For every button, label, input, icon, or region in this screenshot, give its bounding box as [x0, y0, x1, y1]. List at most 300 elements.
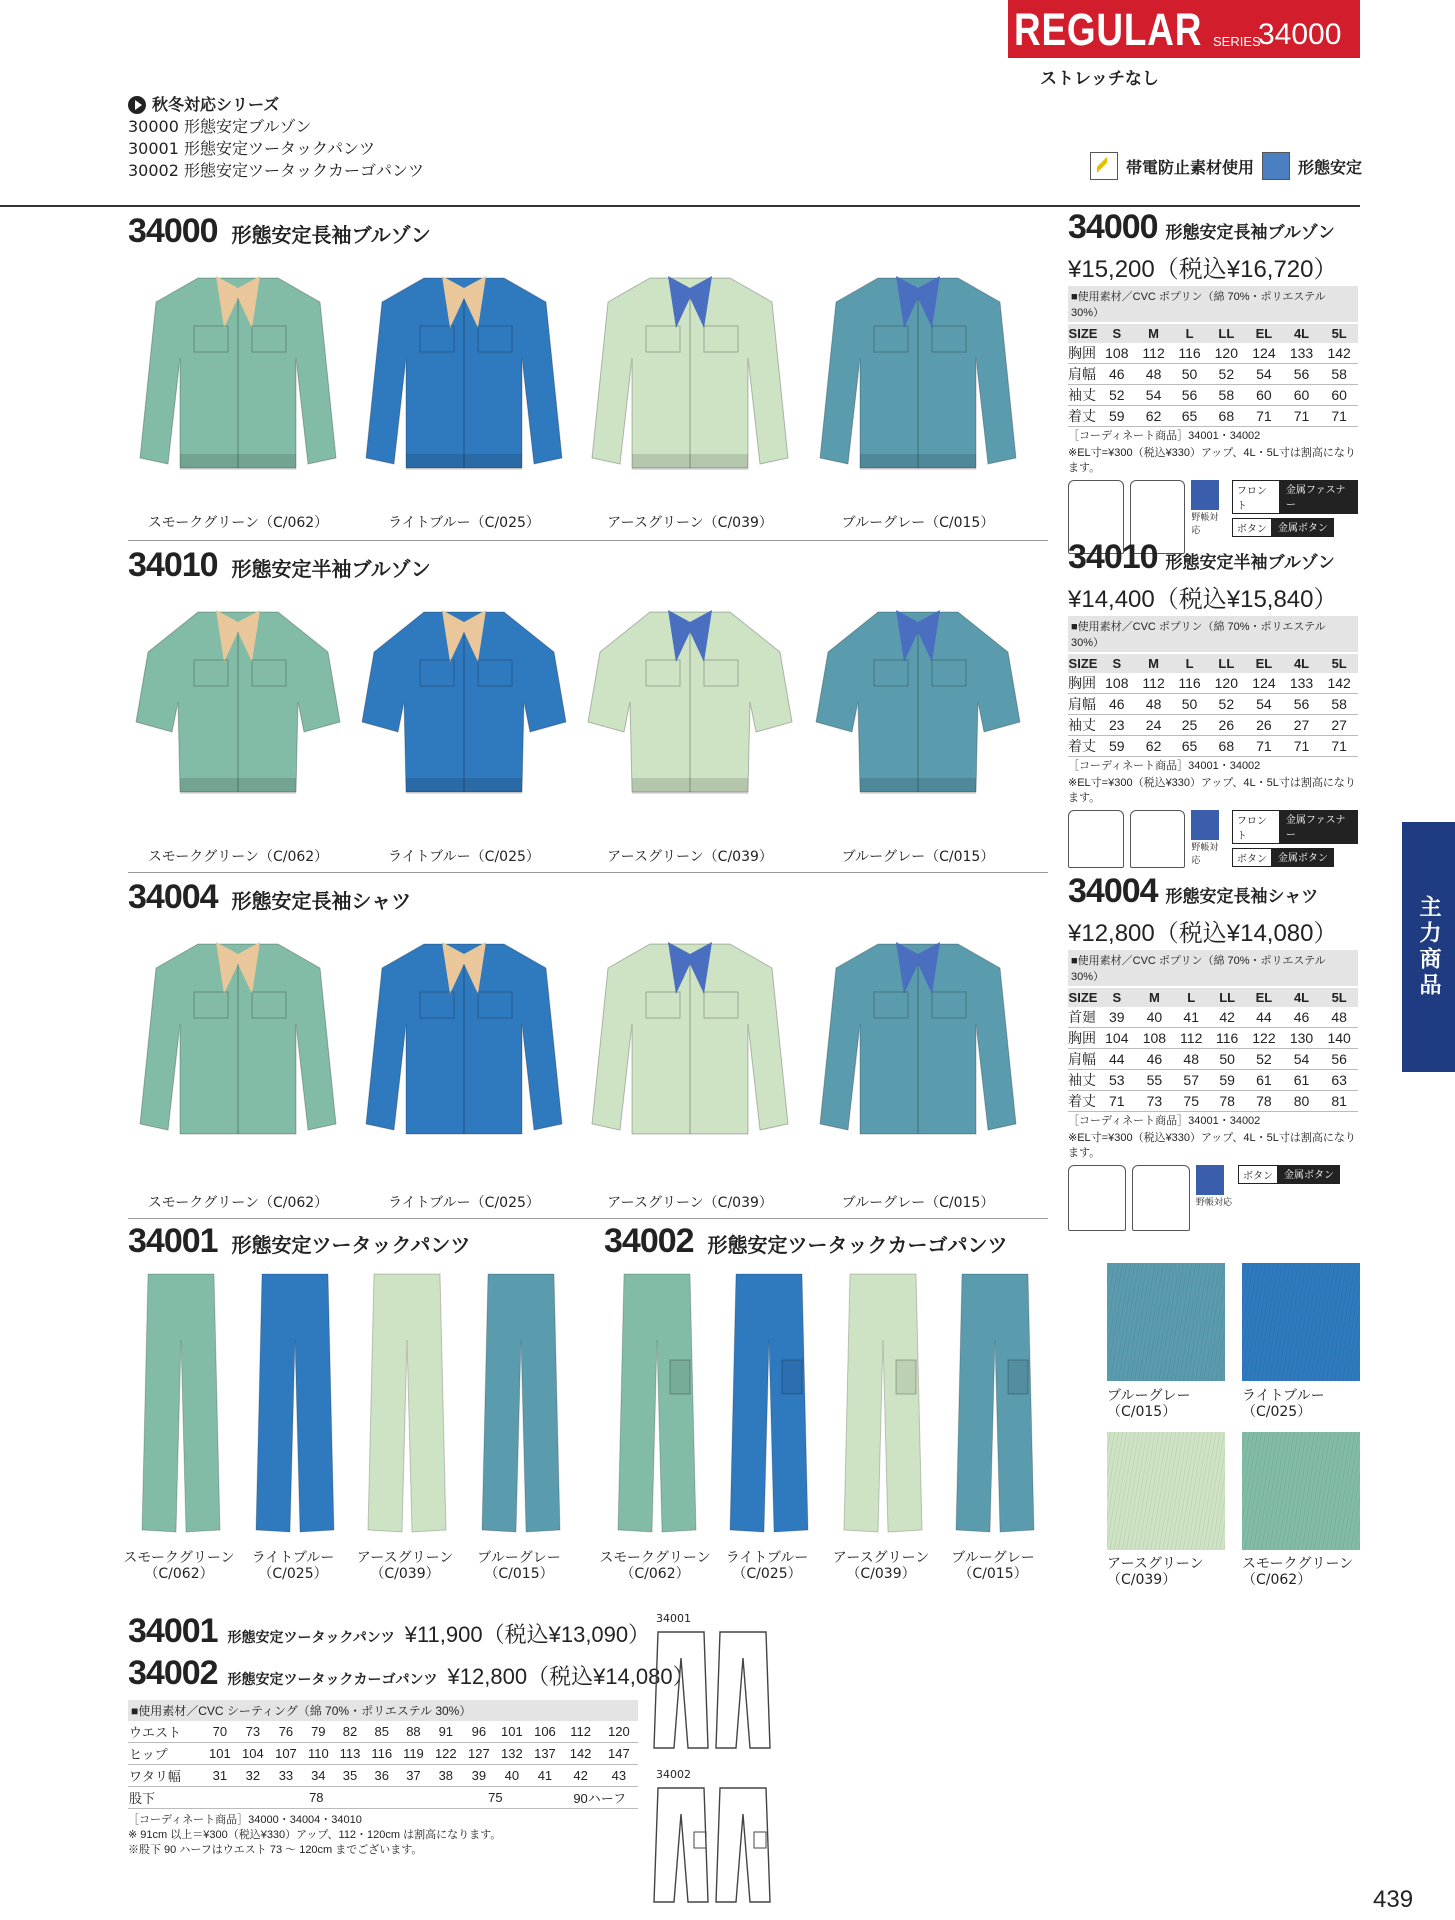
size-cell: 78: [1245, 1091, 1283, 1112]
line-art-label: 34002: [656, 1768, 691, 1781]
size-header: LL: [1209, 988, 1245, 1007]
size-header: M: [1136, 654, 1172, 673]
size-header: EL: [1245, 988, 1283, 1007]
caption-name: ブルーグレー: [951, 1550, 1035, 1566]
size-header: SIZE: [1068, 990, 1098, 1005]
size-cell: 71: [1320, 406, 1358, 427]
size-cell: 133: [1283, 673, 1321, 694]
size-cell: 31: [203, 1765, 236, 1787]
series-item: 30001 形態安定ツータックパンツ: [128, 139, 376, 158]
size-cell: 58: [1320, 364, 1358, 385]
play-icon: [128, 96, 146, 114]
feature-tags: [1238, 1165, 1340, 1184]
size-cell: 112: [561, 1721, 599, 1743]
color-caption: [708, 1550, 826, 1582]
size-cell: 124: [1245, 673, 1283, 694]
size-table: [1068, 324, 1358, 427]
size-row: [1068, 1007, 1358, 1028]
size-row: [128, 1743, 638, 1765]
size-row: [1068, 364, 1358, 385]
color-caption: スモークグリーン（C/062）: [147, 849, 329, 865]
size-cell: 56: [1172, 385, 1208, 406]
size-header: LL: [1208, 654, 1246, 673]
tag-key: ボタン: [1232, 518, 1272, 537]
back-silhouette: [1130, 810, 1186, 868]
series-item: 30002 形態安定ツータックカーゴパンツ: [128, 161, 424, 180]
size-cell: 37: [398, 1765, 430, 1787]
size-header: 5L: [1320, 324, 1358, 343]
tag-key: フロント: [1232, 480, 1280, 514]
tag-value: 金属ボタン: [1272, 518, 1334, 537]
size-cell: 85: [366, 1721, 398, 1743]
series-item: 30000 形態安定ブルゾン: [128, 117, 312, 136]
color-caption: ライトブルー（C/025）: [388, 1195, 540, 1211]
size-cell: 96: [462, 1721, 495, 1743]
model-name: 形態安定半袖ブルゾン: [1165, 553, 1335, 572]
caption-code: （C/039）: [846, 1566, 916, 1582]
jacket-image: [808, 258, 1028, 508]
color-caption: ブルーグレー（C/015）: [841, 849, 995, 865]
section-title: [128, 546, 431, 585]
cargo-pants-image: [610, 1270, 700, 1540]
row-label: 袖丈: [1068, 385, 1098, 406]
size-cell: 42: [1209, 1007, 1245, 1028]
pants-image: [360, 1270, 450, 1540]
jacket-image: [580, 592, 800, 842]
tag-value: 金属ボタン: [1278, 1165, 1340, 1184]
size-cell: 57: [1173, 1070, 1209, 1091]
size-cell: 107: [269, 1743, 302, 1765]
size-cell: 101: [203, 1743, 236, 1765]
size-cell: 26: [1245, 715, 1283, 736]
swatch-code: （C/039）: [1107, 1572, 1177, 1588]
size-cell: 88: [398, 1721, 430, 1743]
spec-block: [1068, 208, 1358, 554]
size-header: M: [1136, 324, 1172, 343]
size-cell: 76: [269, 1721, 302, 1743]
shape-stable-icon: [1262, 152, 1290, 180]
size-row: [1068, 406, 1358, 427]
size-cell: 56: [1283, 694, 1321, 715]
row-label: 肩幅: [1068, 1049, 1098, 1070]
size-cell: 35: [334, 1765, 366, 1787]
size-cell: 108: [1098, 343, 1136, 364]
size-header: M: [1136, 988, 1174, 1007]
size-cell: 122: [1245, 1028, 1283, 1049]
size-cell: 73: [1136, 1091, 1174, 1112]
size-row: [1068, 1049, 1358, 1070]
pants-line-art: [650, 1628, 780, 1758]
model-number: 34001: [128, 1612, 218, 1650]
size-cell: 122: [429, 1743, 462, 1765]
size-header: EL: [1245, 324, 1283, 343]
size-cell: 70: [203, 1721, 236, 1743]
size-cell: 120: [600, 1721, 638, 1743]
size-cell: 137: [528, 1743, 561, 1765]
size-cell: 142: [1320, 343, 1358, 364]
series-label: SERIES: [1213, 34, 1261, 49]
color-caption: ライトブルー（C/025）: [388, 515, 540, 531]
pants-image: [134, 1270, 224, 1540]
size-cell: 59: [1098, 406, 1136, 427]
row-label: 着丈: [1068, 736, 1098, 757]
size-cell: 101: [495, 1721, 528, 1743]
row-label: ヒップ: [128, 1743, 203, 1765]
size-cell: 48: [1320, 1007, 1358, 1028]
size-cell: 46: [1283, 1007, 1321, 1028]
inseam-cell: 75: [429, 1787, 561, 1809]
tag-value: 金属ファスナー: [1280, 480, 1358, 514]
caption-name: アースグリーン: [832, 1550, 930, 1566]
size-cell: 71: [1245, 736, 1283, 757]
pants-note: ※ 91cm 以上＝¥300（税込¥330）アップ、112・120cm は割高になります。: [128, 1829, 502, 1841]
coordinate-note: ［コーディネート商品］34001・34002: [1068, 430, 1261, 442]
icon-label: 野帳対応: [1196, 1197, 1233, 1207]
size-cell: 65: [1172, 736, 1208, 757]
size-cell: 142: [561, 1743, 599, 1765]
size-cell: 80: [1283, 1091, 1321, 1112]
cargo-pants-image: [948, 1270, 1038, 1540]
row-label: 袖丈: [1068, 715, 1098, 736]
size-cell: 48: [1136, 364, 1172, 385]
size-cell: 104: [1098, 1028, 1136, 1049]
size-row: [1068, 694, 1358, 715]
size-cell: 34: [302, 1765, 334, 1787]
notebook-icon: [1191, 480, 1226, 536]
series-number: 34000: [1258, 18, 1342, 51]
price-row: [128, 1612, 650, 1651]
caption-code: （C/025）: [732, 1566, 802, 1582]
caption-code: （C/062）: [620, 1566, 690, 1582]
color-caption: [822, 1550, 940, 1582]
size-header: S: [1098, 654, 1136, 673]
price: ¥15,200（税込¥16,720）: [1068, 256, 1338, 283]
inseam-cell: 78: [203, 1787, 429, 1809]
model-number: 34010: [128, 546, 218, 584]
model-number: 34000: [128, 212, 218, 250]
swatch-label: [1242, 1388, 1325, 1420]
pants-image: [248, 1270, 338, 1540]
model-name: 形態安定長袖ブルゾン: [231, 223, 431, 247]
size-cell: 112: [1136, 673, 1172, 694]
caption-name: スモークグリーン: [599, 1550, 711, 1566]
stretch-note: ストレッチなし: [1040, 69, 1159, 89]
row-label: ワタリ幅: [128, 1765, 203, 1787]
model-number: 34004: [128, 878, 218, 916]
shirt-image: [580, 924, 800, 1174]
pants-size-table: [128, 1700, 638, 1858]
size-cell: 50: [1172, 364, 1208, 385]
shirt-image: [808, 924, 1028, 1174]
model-number: 34010: [1068, 538, 1158, 576]
tag-value: 金属ボタン: [1272, 848, 1334, 867]
model-name: 形態安定長袖ブルゾン: [1165, 223, 1335, 242]
size-cell: 25: [1172, 715, 1208, 736]
color-caption: アースグリーン（C/039）: [607, 1195, 773, 1211]
size-cell: 39: [1098, 1007, 1136, 1028]
size-cell: 108: [1136, 1028, 1174, 1049]
model-name: 形態安定半袖ブルゾン: [231, 557, 431, 581]
color-caption: ブルーグレー（C/015）: [841, 1195, 995, 1211]
size-header: LL: [1208, 324, 1246, 343]
cargo-pants-image: [836, 1270, 926, 1540]
page-number: 439: [1373, 1886, 1414, 1913]
size-cell: 60: [1320, 385, 1358, 406]
row-label: 胸囲: [1068, 343, 1098, 364]
cargo-pants-image: [722, 1270, 812, 1540]
model-number: 34002: [604, 1222, 694, 1260]
model-number: 34000: [1068, 208, 1158, 246]
size-cell: 58: [1320, 694, 1358, 715]
shape-stable-label: 形態安定: [1298, 157, 1363, 177]
size-cell: 71: [1320, 736, 1358, 757]
size-cell: 60: [1283, 385, 1321, 406]
row-label: 首廻: [1068, 1007, 1098, 1028]
size-cell: 48: [1173, 1049, 1209, 1070]
size-header: 4L: [1283, 988, 1321, 1007]
color-caption: [120, 1550, 238, 1582]
price: ¥12,800（税込¥14,080）: [1068, 920, 1338, 947]
row-label: 肩幅: [1068, 694, 1098, 715]
size-cell: 130: [1283, 1028, 1321, 1049]
color-caption: スモークグリーン（C/062）: [147, 515, 329, 531]
caption-code: （C/015）: [958, 1566, 1028, 1582]
size-cell: 68: [1208, 736, 1246, 757]
antistatic-icon: [1090, 152, 1118, 180]
size-cell: 108: [1098, 673, 1136, 694]
size-cell: 62: [1136, 736, 1172, 757]
size-cell: 50: [1172, 694, 1208, 715]
swatch-name: ライトブルー: [1242, 1388, 1325, 1404]
color-caption: ブルーグレー（C/015）: [841, 515, 995, 531]
section-rule: [128, 1218, 1048, 1219]
swatch-label: [1107, 1388, 1190, 1420]
price: ¥11,900（税込¥13,090）: [404, 1622, 651, 1647]
size-cell: 65: [1172, 406, 1208, 427]
model-name: 形態安定ツータックパンツ: [227, 1630, 395, 1646]
swatch-name: ブルーグレー: [1107, 1388, 1191, 1404]
size-cell: 71: [1098, 1091, 1136, 1112]
spec-block: [1068, 872, 1358, 1231]
size-cell: 112: [1173, 1028, 1209, 1049]
size-row: [1068, 1028, 1358, 1049]
tag-key: フロント: [1232, 810, 1280, 844]
size-header: S: [1098, 324, 1136, 343]
row-label: 股下: [128, 1787, 203, 1809]
model-name: 形態安定ツータックパンツ: [231, 1233, 471, 1257]
notebook-icon: [1196, 1165, 1232, 1208]
caption-name: ブルーグレー: [477, 1550, 561, 1566]
size-cell: 116: [1209, 1028, 1245, 1049]
section-title: [128, 1222, 470, 1261]
size-cell: 33: [269, 1765, 302, 1787]
size-row: [128, 1765, 638, 1787]
size-cell: 52: [1208, 364, 1246, 385]
size-cell: 55: [1136, 1070, 1174, 1091]
size-row: [1068, 673, 1358, 694]
size-cell: 46: [1098, 694, 1136, 715]
size-cell: 61: [1245, 1070, 1283, 1091]
model-number: 34001: [128, 1222, 218, 1260]
size-cell: 147: [600, 1743, 638, 1765]
model-name: 形態安定ツータックカーゴパンツ: [707, 1233, 1008, 1257]
row-label: 着丈: [1068, 406, 1098, 427]
antistatic-label: 帯電防止素材使用: [1126, 157, 1255, 177]
price-row: [128, 1654, 695, 1693]
front-silhouette: [1068, 810, 1124, 868]
row-label: 肩幅: [1068, 364, 1098, 385]
shirt-image: [354, 924, 574, 1174]
cargo-line-art: [650, 1784, 780, 1908]
caption-name: スモークグリーン: [123, 1550, 235, 1566]
size-cell: 75: [1173, 1091, 1209, 1112]
material: ■使用素材／CVC ポプリン（綿 70%・ポリエステル 30%）: [1068, 616, 1358, 652]
size-cell: 62: [1136, 406, 1172, 427]
size-cell: 56: [1320, 1049, 1358, 1070]
size-cell: 113: [334, 1743, 366, 1765]
size-cell: 52: [1245, 1049, 1283, 1070]
size-row: [1068, 385, 1358, 406]
model-name: 形態安定長袖シャツ: [1165, 887, 1319, 906]
shirt-image: [128, 924, 348, 1174]
size-cell: 56: [1283, 364, 1321, 385]
jacket-image: [808, 592, 1028, 842]
inseam-cell: 90ハーフ: [561, 1787, 638, 1809]
feature-tags: [1232, 810, 1358, 867]
size-cell: 32: [236, 1765, 269, 1787]
icon-label: 野帳対応: [1191, 842, 1219, 865]
material: ■使用素材／CVC ポプリン（綿 70%・ポリエステル 30%）: [1068, 950, 1358, 986]
tag-value: 金属ファスナー: [1280, 810, 1358, 844]
size-cell: 24: [1136, 715, 1172, 736]
size-cell: 41: [1173, 1007, 1209, 1028]
side-tab: 主力商品: [1402, 822, 1455, 1072]
size-header: 5L: [1320, 988, 1358, 1007]
spec-block: [1068, 538, 1358, 868]
size-row: [1068, 715, 1358, 736]
caption-name: ライトブルー: [251, 1550, 335, 1566]
size-cell: 91: [429, 1721, 462, 1743]
size-cell: 120: [1208, 343, 1246, 364]
size-cell: 53: [1098, 1070, 1136, 1091]
color-caption: [460, 1550, 578, 1582]
size-header: SIZE: [1068, 656, 1098, 671]
size-header: L: [1172, 324, 1208, 343]
size-cell: 73: [236, 1721, 269, 1743]
regular-title: REGULAR: [1014, 4, 1203, 55]
row-label: 着丈: [1068, 1091, 1098, 1112]
coordinate-note: ［コーディネート商品］34001・34002: [1068, 760, 1261, 772]
series-heading: 秋冬対応シリーズ: [152, 95, 280, 114]
swatch-name: アースグリーン: [1107, 1556, 1204, 1572]
front-silhouette: [1068, 1165, 1126, 1231]
size-cell: 23: [1098, 715, 1136, 736]
size-cell: 133: [1283, 343, 1321, 364]
section-title: [128, 212, 431, 251]
size-cell: 40: [1136, 1007, 1174, 1028]
size-row: [1068, 736, 1358, 757]
size-header: L: [1172, 654, 1208, 673]
size-cell: 116: [1172, 343, 1208, 364]
size-table: [1068, 654, 1358, 757]
size-cell: 116: [1172, 673, 1208, 694]
section-rule: [128, 872, 1048, 873]
size-row: [1068, 343, 1358, 364]
line-art: [1068, 1165, 1358, 1231]
size-cell: 27: [1320, 715, 1358, 736]
swatch-label: [1242, 1556, 1353, 1588]
material: ■使用素材／CVC ポプリン（綿 70%・ポリエステル 30%）: [1068, 286, 1358, 322]
size-cell: 38: [429, 1765, 462, 1787]
jacket-image: [580, 258, 800, 508]
size-cell: 27: [1283, 715, 1321, 736]
size-cell: 112: [1136, 343, 1172, 364]
model-name: 形態安定ツータックカーゴパンツ: [227, 1672, 438, 1688]
jacket-image: [128, 258, 348, 508]
price: ¥14,400（税込¥15,840）: [1068, 586, 1338, 613]
size-cell: 54: [1245, 364, 1283, 385]
size-cell: 52: [1098, 385, 1136, 406]
swatch-code: （C/025）: [1242, 1404, 1312, 1420]
icon-label: 野帳対応: [1191, 512, 1219, 535]
size-table: [1068, 988, 1358, 1112]
size-cell: 104: [236, 1743, 269, 1765]
row-label: 胸囲: [1068, 673, 1098, 694]
caption-code: （C/025）: [258, 1566, 328, 1582]
size-header: 4L: [1283, 324, 1321, 343]
size-header: 4L: [1283, 654, 1321, 673]
size-note: ※EL寸=¥300（税込¥330）アップ、4L・5L寸は割高になります。: [1068, 777, 1356, 804]
size-row: [1068, 1070, 1358, 1091]
size-cell: 127: [462, 1743, 495, 1765]
size-cell: 60: [1245, 385, 1283, 406]
size-note: ※EL寸=¥300（税込¥330）アップ、4L・5L寸は割高になります。: [1068, 447, 1356, 474]
size-cell: 106: [528, 1721, 561, 1743]
swatch-smoke-green: [1242, 1432, 1360, 1550]
color-caption: [234, 1550, 352, 1582]
size-cell: 61: [1283, 1070, 1321, 1091]
material: ■使用素材／CVC シーティング（綿 70%・ポリエステル 30%）: [128, 1700, 638, 1721]
size-cell: 46: [1136, 1049, 1174, 1070]
size-cell: 52: [1208, 694, 1246, 715]
color-caption: アースグリーン（C/039）: [607, 515, 773, 531]
swatch-blue-grey: [1107, 1263, 1225, 1381]
line-art-label: 34001: [656, 1612, 691, 1625]
size-cell: 59: [1209, 1070, 1245, 1091]
color-caption: [346, 1550, 464, 1582]
swatch-code: （C/062）: [1242, 1572, 1312, 1588]
size-cell: 71: [1245, 406, 1283, 427]
size-cell: 71: [1283, 406, 1321, 427]
size-cell: 44: [1245, 1007, 1283, 1028]
size-row: [128, 1721, 638, 1743]
size-cell: 58: [1208, 385, 1246, 406]
size-cell: 120: [1208, 673, 1246, 694]
size-cell: 44: [1098, 1049, 1136, 1070]
model-name: 形態安定長袖シャツ: [231, 889, 412, 913]
pants-note: ［コーディネート商品］34000・34004・34010: [128, 1814, 362, 1826]
color-caption: [596, 1550, 714, 1582]
size-cell: 110: [302, 1743, 334, 1765]
caption-code: （C/039）: [370, 1566, 440, 1582]
size-cell: 59: [1098, 736, 1136, 757]
swatch-earth-green: [1107, 1432, 1225, 1550]
row-label: 胸囲: [1068, 1028, 1098, 1049]
size-cell: 54: [1283, 1049, 1321, 1070]
size-cell: 79: [302, 1721, 334, 1743]
size-cell: 54: [1136, 385, 1172, 406]
jacket-image: [354, 592, 574, 842]
